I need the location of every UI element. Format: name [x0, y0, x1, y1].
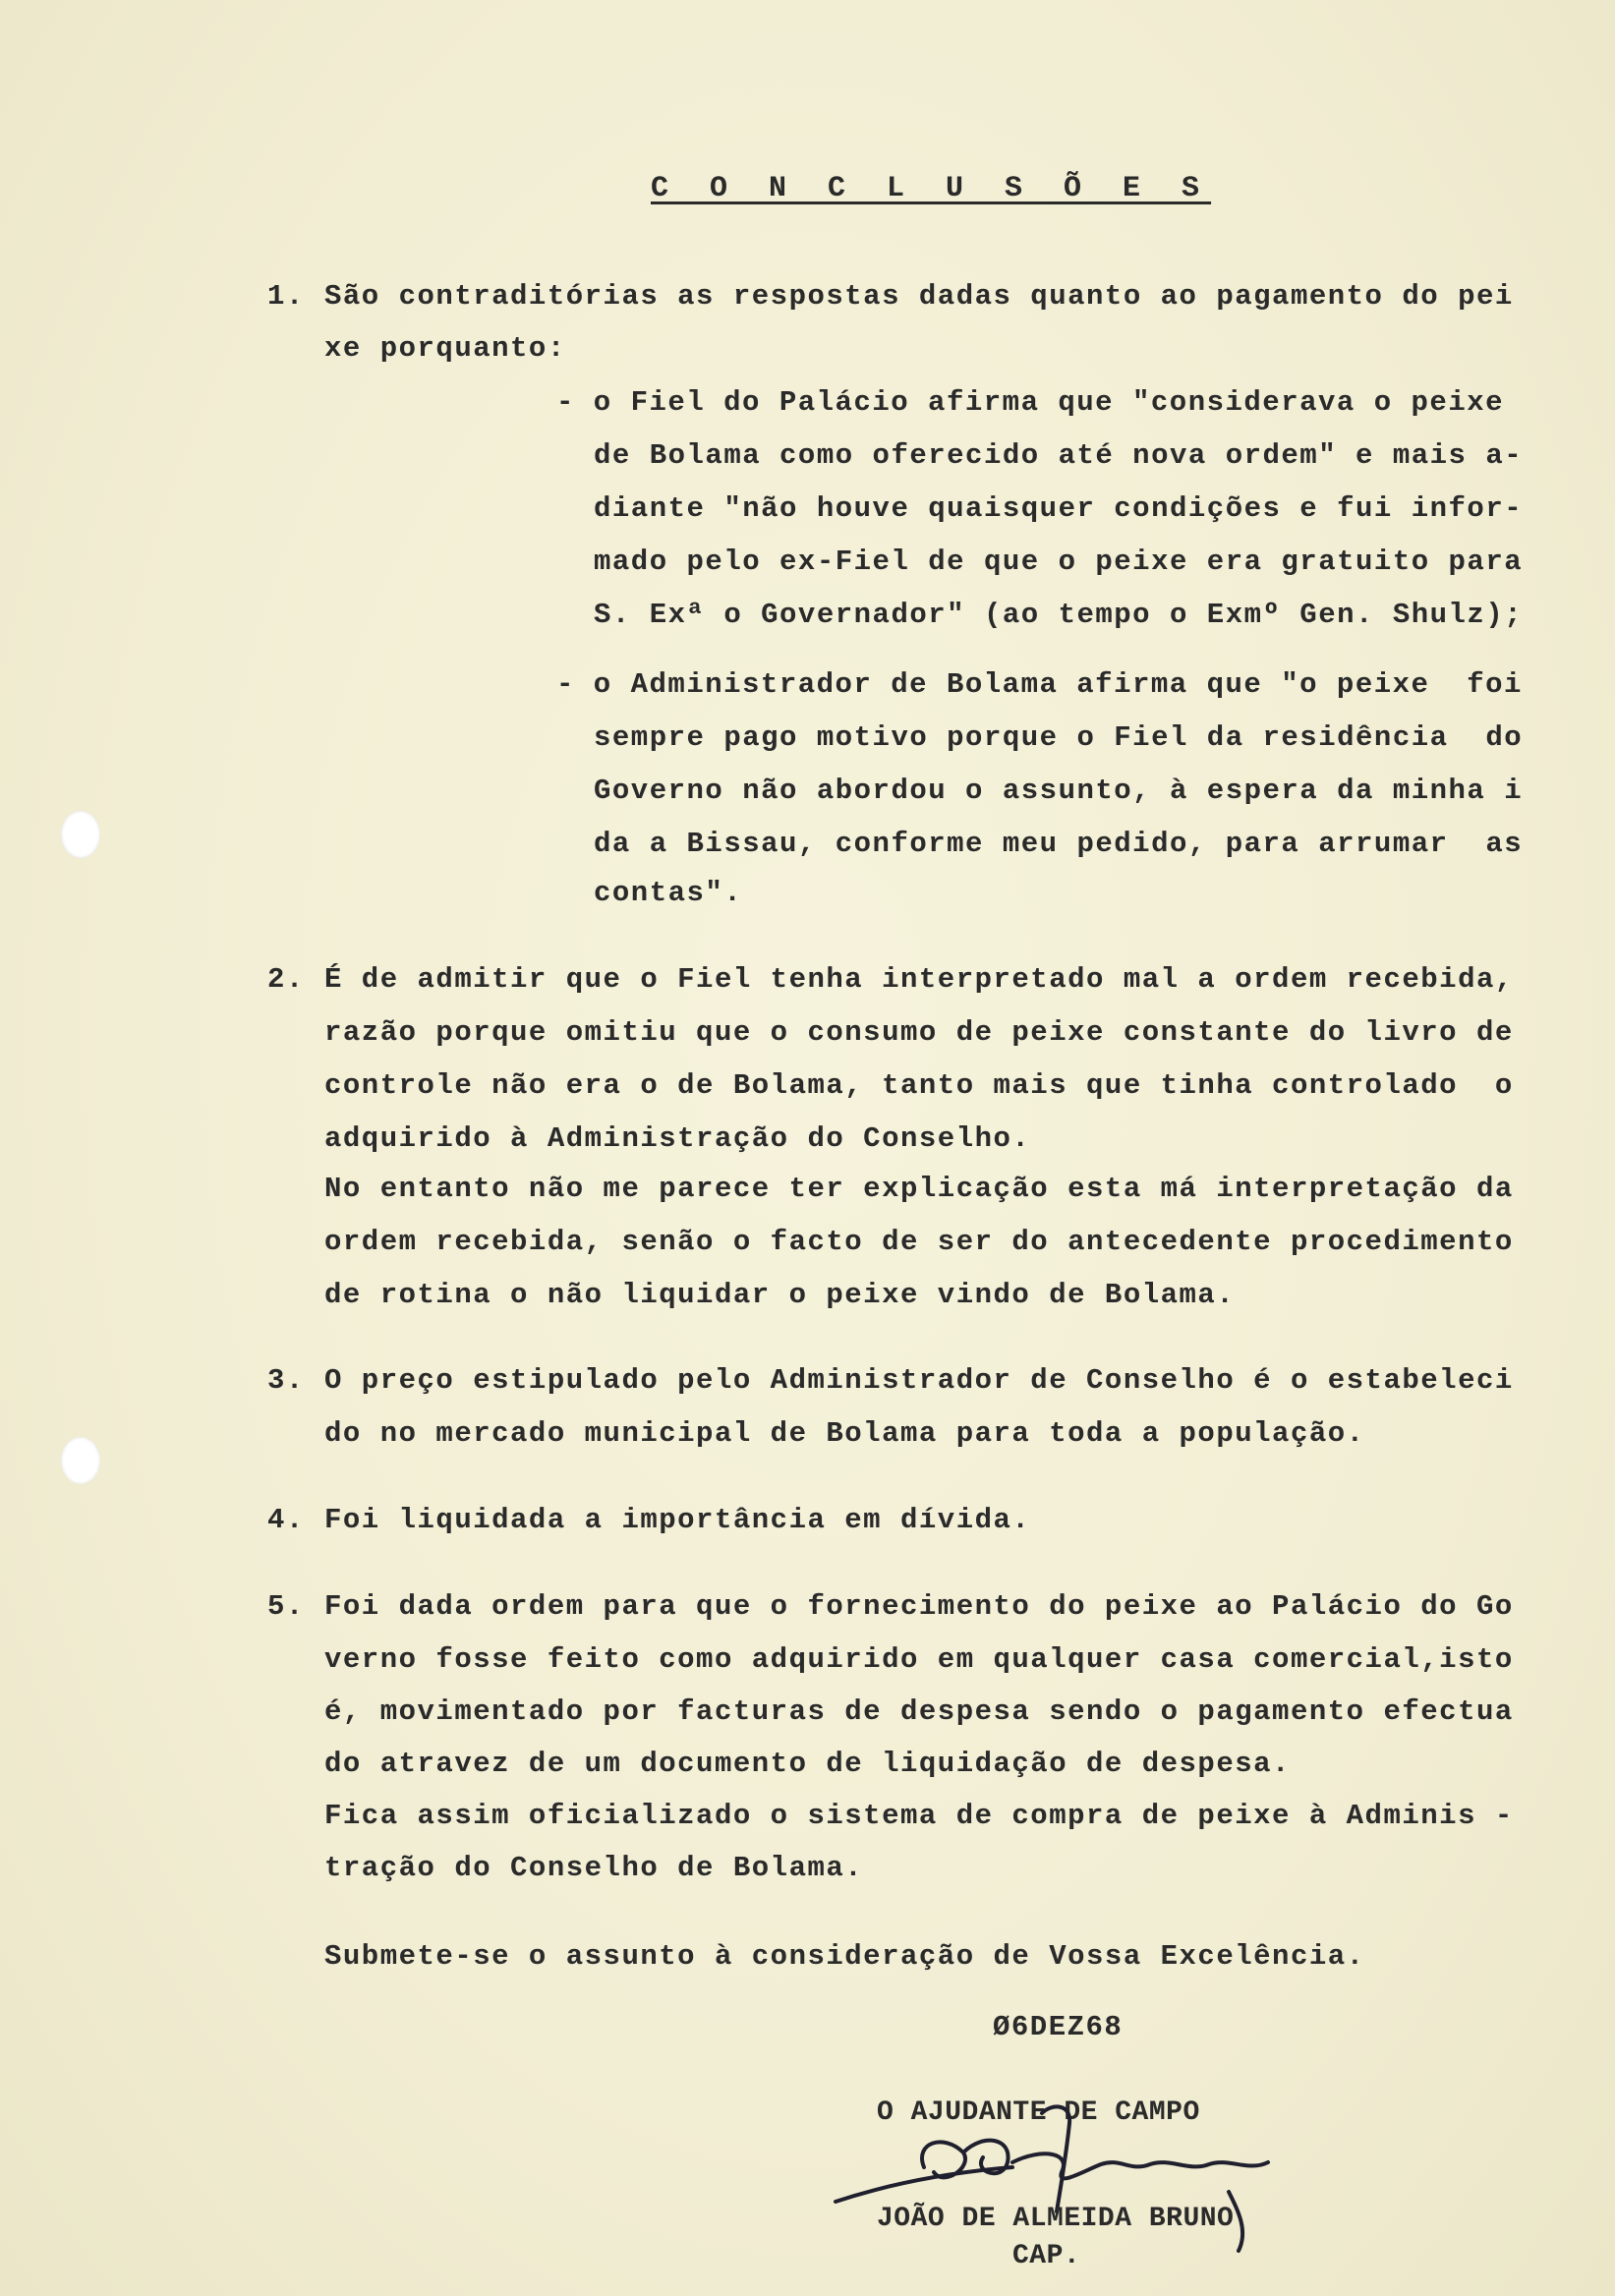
item-1-number: 1.: [267, 280, 305, 313]
item-5-line-3: é, movimentado por facturas de despesa sendo o pagamento efectua: [324, 1695, 1514, 1728]
item-5-line-2: verno fosse feito como adquirido em qualquer casa comercial,isto: [324, 1643, 1514, 1676]
item-2-number: 2.: [267, 963, 305, 996]
item-5-line-1: Foi dada ordem para que o fornecimento do peixe ao Palácio do Go: [324, 1590, 1514, 1623]
item-2-line-3: controle não era o de Bolama, tanto mais que tinha controlado o: [324, 1069, 1514, 1102]
signatory-rank: CAP.: [1012, 2241, 1081, 2271]
item-5-line-4: do atravez de um documento de liquidação de despesa.: [324, 1748, 1291, 1780]
punch-hole-top: [61, 811, 100, 858]
signatory-name: JOÃO DE ALMEIDA BRUNO: [877, 2204, 1235, 2234]
item-1-line-1: São contraditórias as respostas dadas quanto ao pagamento do pei: [324, 280, 1514, 313]
item-2-line-7: de rotina o não liquidar o peixe vindo de Bolama.: [324, 1279, 1236, 1311]
item-2-line-6: ordem recebida, senão o facto de ser do antecedente procedimento: [324, 1226, 1514, 1258]
item-1-bullet-2-line-5: contas".: [594, 877, 743, 909]
item-1-bullet-1-line-2: de Bolama como oferecido até nova ordem" e mais a-: [594, 439, 1524, 472]
item-4-line-1: Foi liquidada a importância em dívida.: [324, 1504, 1031, 1536]
document-date: Ø6DEZ68: [993, 2011, 1124, 2043]
item-2-line-4: adquirido à Administração do Conselho.: [324, 1122, 1031, 1155]
item-1-bullet-1-line-5: S. Exª o Governador" (ao tempo o Exmº Gen. Shulz);: [594, 599, 1524, 631]
item-1-bullet-1-line-3: diante "não houve quaisquer condições e fui infor-: [594, 492, 1524, 525]
item-1-bullet-2-line-4: da a Bissau, conforme meu pedido, para arrumar as: [594, 828, 1524, 860]
item-3-line-1: O preço estipulado pelo Administrador de Conselho é o estabeleci: [324, 1364, 1514, 1397]
item-3-line-2: do no mercado municipal de Bolama para toda a população.: [324, 1417, 1365, 1450]
item-1-bullet-2-line-1: - o Administrador de Bolama afirma que "o peixe foi: [556, 668, 1523, 701]
punch-hole-bottom: [61, 1437, 100, 1484]
item-5-line-6: tração do Conselho de Bolama.: [324, 1852, 864, 1884]
item-2-line-5: No entanto não me parece ter explicação esta má interpretação da: [324, 1173, 1514, 1205]
item-5-line-5: Fica assim oficializado o sistema de compra de peixe à Adminis -: [324, 1800, 1514, 1832]
signatory-role: O AJUDANTE DE CAMPO: [877, 2097, 1200, 2128]
item-1-bullet-2-line-3: Governo não abordou o assunto, à espera da minha i: [594, 775, 1524, 807]
item-1-bullet-2-line-2: sempre pago motivo porque o Fiel da residência do: [594, 721, 1524, 754]
item-3-number: 3.: [267, 1364, 305, 1397]
document-title: C O N C L U S Õ E S: [651, 172, 1212, 205]
item-1-line-2: xe porquanto:: [324, 332, 566, 365]
item-1-bullet-1-line-1: - o Fiel do Palácio afirma que "considerava o peixe: [556, 386, 1505, 419]
item-2-line-1: É de admitir que o Fiel tenha interpretado mal a ordem recebida,: [324, 963, 1514, 996]
item-5-number: 5.: [267, 1590, 305, 1623]
item-2-line-2: razão porque omitiu que o consumo de peixe constante do livro de: [324, 1016, 1514, 1049]
item-1-bullet-1-line-4: mado pelo ex-Fiel de que o peixe era gratuito para: [594, 545, 1524, 578]
item-4-number: 4.: [267, 1504, 305, 1536]
closing-statement: Submete-se o assunto à consideração de Vossa Excelência.: [324, 1940, 1365, 1973]
